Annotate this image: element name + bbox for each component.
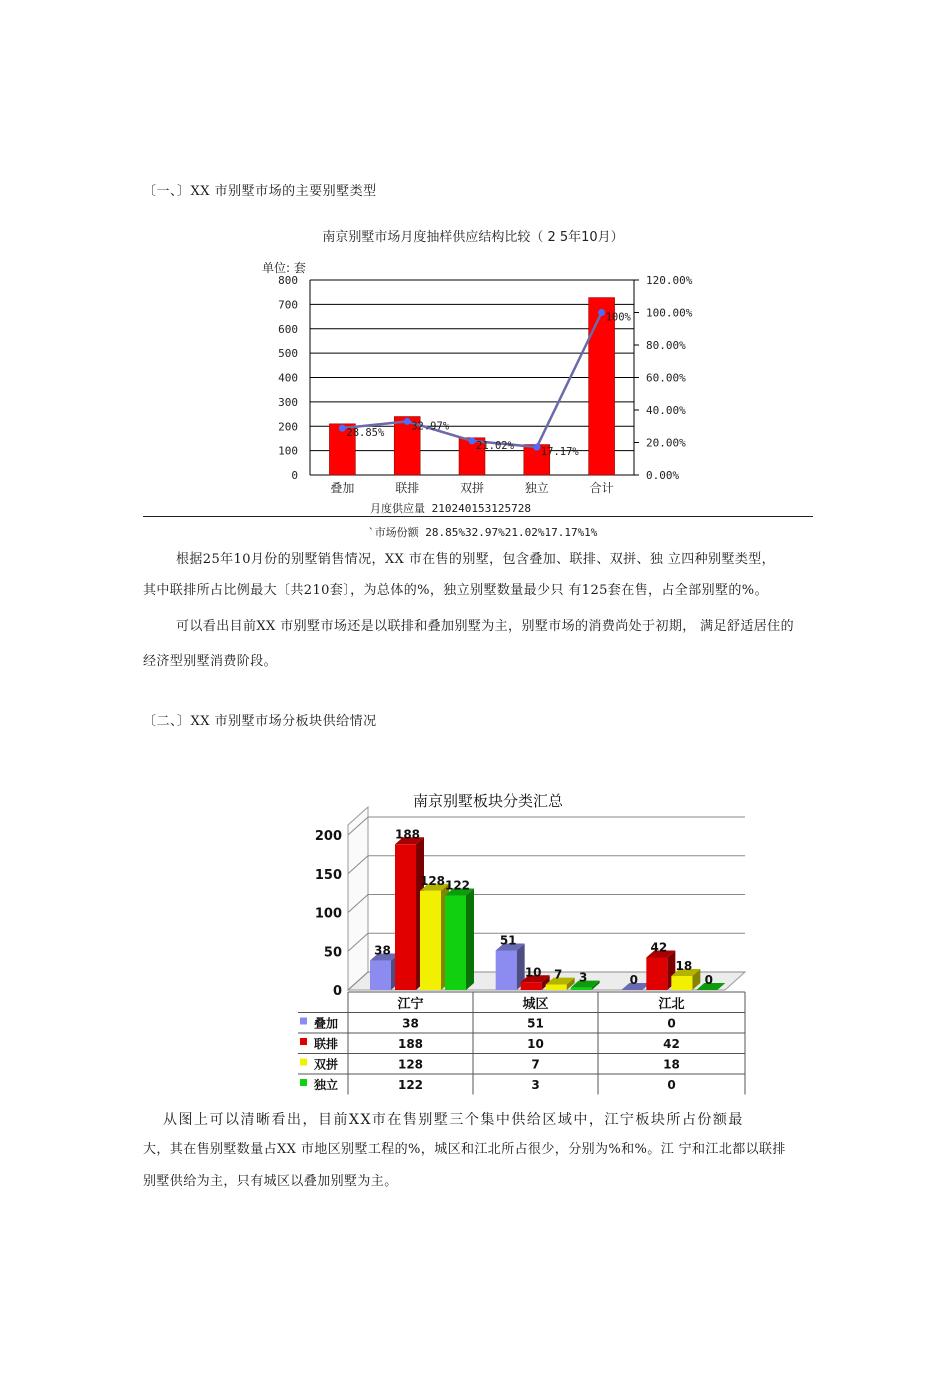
chart2-bar-value-label: 3	[578, 970, 588, 985]
chart2-legend-label: 独立	[314, 1078, 339, 1092]
chart1-category-label: 合计	[589, 481, 614, 495]
chart1-table-row-share: `市场份额 28.85%32.97%21.02%17.17%1%	[368, 526, 598, 539]
chart1-right-tick-label: 40.00%	[646, 404, 686, 417]
chart1-share-point	[533, 444, 540, 451]
chart2-category-label: 江宁	[397, 997, 424, 1012]
chart1-share-label: 28.85%	[346, 427, 385, 440]
chart1-left-tick-label: 500	[278, 347, 298, 361]
chart1-right-tick-label: 120.00%	[646, 274, 693, 287]
chart2-bar-value-label: 0	[704, 973, 714, 987]
supply-structure-chart	[0, 0, 950, 560]
chart1-share-point	[469, 437, 476, 444]
chart1-unit-label: 单位: 套	[262, 261, 306, 275]
chart1-right-tick-label: 0.00%	[646, 469, 680, 482]
section1-heading: 〔一、〕XX 市别墅市场的主要别墅类型	[143, 184, 377, 199]
chart2-table-cell: 0	[667, 1016, 676, 1031]
chart2-bars	[370, 827, 725, 990]
chart2-table-cell: 42	[663, 1037, 680, 1051]
section2-heading: 〔二、〕XX 市别墅市场分板块供给情况	[143, 714, 377, 729]
chart2-legend-swatch	[300, 1059, 307, 1066]
chart2-bar	[571, 988, 592, 990]
chart2-bar-value-label: 128	[419, 873, 446, 888]
para3-line2: 大，其在售别墅数量占XX 市地区别墅工程的%，城区和江北所占很少，分别为%和%。江 宁和江北都以联排	[143, 1142, 786, 1157]
chart2-bar	[420, 891, 441, 990]
chart1-left-tick-label: 300	[278, 395, 298, 409]
chart1-right-tick-label: 60.00%	[646, 371, 686, 385]
chart2-bar-value-label: 0	[629, 973, 639, 987]
chart2-bar	[546, 985, 567, 990]
chart2-y-tick-label: 200	[314, 829, 342, 844]
chart2-table-cell: 51	[527, 1016, 544, 1031]
chart2-legend-swatch	[300, 1018, 307, 1025]
chart2-bar-value-label: 122	[444, 878, 471, 893]
chart1-left-tick-label: 800	[278, 274, 298, 287]
chart1-table-row-supply: 月度供应量 210240153125728	[370, 502, 531, 515]
chart2-table-cell: 10	[527, 1037, 544, 1051]
chart1-right-tick-label: 100.00%	[646, 306, 693, 320]
chart2-table-cell: 122	[397, 1078, 424, 1092]
chart2-bar-value-label: 7	[553, 967, 563, 982]
chart1-left-tick-label: 600	[278, 322, 298, 336]
para3-line3: 别墅供给为主，只有城区以叠加别墅为主。	[143, 1174, 398, 1189]
chart1-left-tick-label: 400	[278, 371, 298, 385]
chart2-table-cell: 7	[531, 1057, 540, 1072]
para2-line2: 经济型别墅消费阶段。	[143, 654, 278, 669]
chart1-left-tick-label: 0	[291, 469, 298, 482]
chart1-right-tick-label: 80.00%	[646, 339, 686, 352]
chart1-left-tick-label: 200	[278, 420, 298, 434]
chart2-bar-value-label: 51	[499, 933, 517, 948]
chart2-legend-label: 联排	[314, 1037, 339, 1051]
chart1-bar	[589, 298, 615, 475]
chart1-category-label: 联排	[395, 481, 420, 495]
chart1-share-point	[404, 418, 411, 425]
chart1-share-label: 32.97%	[411, 420, 450, 433]
chart2-legend-swatch	[300, 1079, 307, 1086]
para1-line1: 根据25年10月份的别墅销售情况，XX 市在售的别墅，包含叠加、联排、双拼、独 立四种别墅类型，	[176, 552, 776, 567]
chart2-legend-label: 叠加	[314, 1016, 339, 1031]
para2-line1: 可以看出目前XX 市别墅市场还是以联排和叠加别墅为主，别墅市场的消费尚处于初期， 满足舒适居住的	[176, 619, 794, 634]
chart1-share-point	[598, 309, 605, 316]
chart2-table-cell: 128	[397, 1057, 424, 1072]
chart2-table-cell: 188	[397, 1037, 424, 1051]
chart2-y-tick-label: 100	[314, 906, 342, 922]
chart2-category-label: 江北	[658, 997, 685, 1012]
chart2-bar-value-label: 18	[675, 959, 693, 974]
chart2-bar-side	[466, 888, 474, 990]
chart2-side-wall	[348, 807, 368, 990]
chart1-left-tick-label: 700	[278, 298, 298, 312]
chart2-table-cell: 3	[531, 1078, 540, 1092]
chart2-bar-value-label: 42	[650, 940, 668, 955]
chart1-share-label: 100%	[605, 311, 631, 324]
chart2-bar-value-label: 10	[524, 965, 542, 980]
chart1-share-label: 21.02%	[476, 439, 514, 452]
para3-line1: 从图上可以清晰看出，目前XX市在售别墅三个集中供给区域中，江宁板块所占份额最	[163, 1112, 744, 1128]
district-summary-chart	[0, 780, 950, 1100]
chart2-bar-value-label: 38	[374, 943, 391, 958]
chart2-title: 南京别墅板块分类汇总	[412, 792, 564, 810]
table-rule	[143, 516, 813, 517]
chart2-legend-label: 双拼	[314, 1057, 339, 1072]
chart2-table-cell: 38	[402, 1016, 419, 1031]
chart1-share-point	[339, 425, 346, 432]
chart2-y-tick-label: 0	[332, 984, 342, 999]
chart2-table-cell: 18	[663, 1057, 680, 1072]
chart2-bar	[671, 976, 692, 990]
chart2-y-tick-label: 50	[323, 945, 342, 961]
chart2-data-table	[298, 992, 745, 1095]
chart1-left-tick-label: 100	[278, 444, 298, 458]
chart2-table-cell: 0	[667, 1078, 676, 1092]
chart2-bar-value-label: 188	[394, 827, 421, 842]
chart2-bar	[445, 895, 466, 990]
chart2-category-label: 城区	[522, 997, 549, 1012]
chart1-category-label: 叠加	[330, 481, 355, 495]
chart1-share-label: 17.17%	[540, 446, 579, 459]
chart1-share-line	[339, 309, 632, 458]
chart2-bar	[646, 957, 667, 990]
chart1-title: 南京别墅市场月度抽样供应结构比较（ 2 5年10月）	[322, 230, 624, 245]
chart1-category-label: 双拼	[459, 481, 485, 495]
chart2-bar	[521, 982, 542, 990]
chart2-y-tick-label: 150	[314, 867, 342, 883]
chart1-category-label: 独立	[524, 481, 549, 495]
para1-line2: 其中联排所占比例最大〔共210套〕，为总体的%，独立别墅数量最少只 有125套在售，占全部别墅的%。	[143, 583, 768, 598]
chart1-right-tick-label: 20.00%	[646, 436, 686, 450]
chart2-bar	[496, 950, 517, 990]
chart2-bar	[370, 961, 391, 990]
chart2-legend-swatch	[300, 1038, 307, 1045]
chart2-bar	[395, 844, 416, 990]
